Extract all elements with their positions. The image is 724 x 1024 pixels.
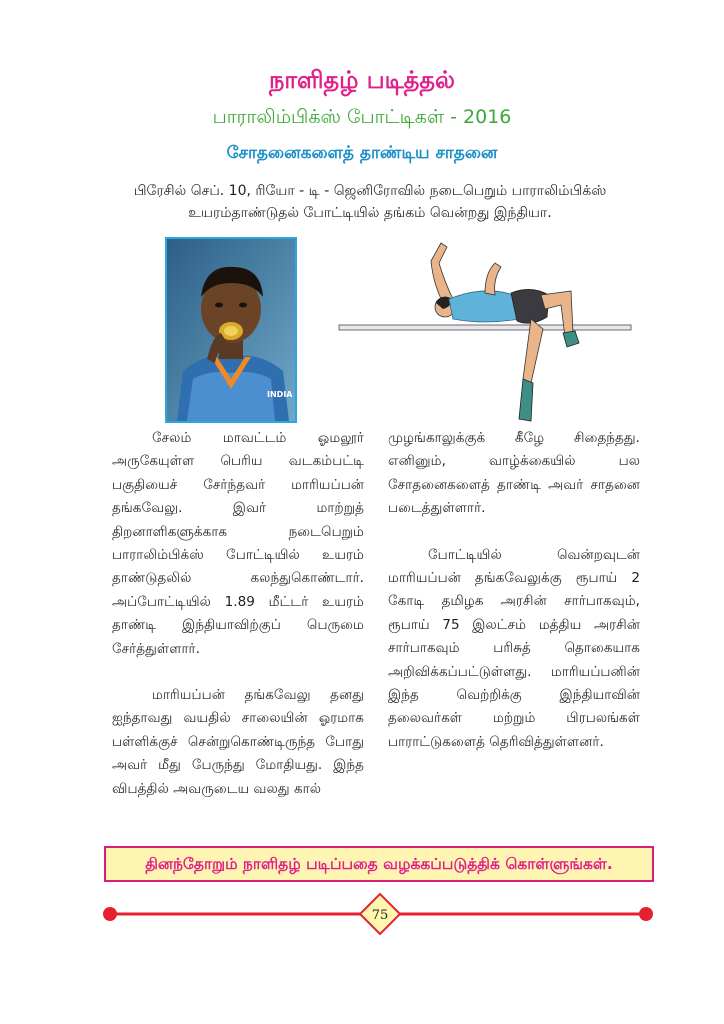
intro-line-2: உயரம்தாண்டுதல் போட்டியில் தங்கம் வென்றது இந்தியா. [188,205,552,221]
page-number: 75 [371,908,389,923]
article-column-right [388,427,640,754]
left-paragraph-1: சேலம் மாவட்டம் ஓமலூர் அருகேயுள்ள பெரிய வடகம்பட்டி பகுதியைச் சேர்ந்தவர் மாரியப்பன் தங்கவேலு. இவர் மாற்றுத் திறனாளிகளுக்காக நடைபெறும் பாராலிம்பிக்ஸ் போட்டியில் உயரம் தாண்டுதலில் கலந்துகொண்டார். அப்போட்டியில் 1.89 மீட்டர் உயரம் தாண்டி இந்தியாவிற்குப் பெருமை சேர்த்துள்ளார். [112,430,364,657]
jersey-text: INDIA [267,390,293,399]
page-footer [0,890,724,940]
intro-line-1: பிரேசில் செப். 10, ரியோ - டி - ஜெனிரோவில் நடைபெறும் பாராலிம்பிக்ஸ் [133,183,607,199]
article-column-left [112,427,364,801]
left-paragraph-2: மாரியப்பன் தங்கவேலு தனது ஐந்தாவது வயதில் சாலையின் ஓரமாக பள்ளிக்குச் சென்றுகொண்டிருந்த போது அவர் மீது பேருந்து மோதியது. இந்த விபத்தில் அவருடைய வலது கால் [112,687,364,797]
page-tagline: சோதனைகளைத் தாண்டிய சாதனை [226,143,498,163]
footer-dot-left [103,907,117,921]
right-paragraph-2: போட்டியில் வென்றவுடன் மாரியப்பன் தங்கவேலுக்கு ரூபாய் 2 கோடி தமிழக அரசின் சார்பாகவும், ரூபாய் 75 இலட்சம் மத்திய அரசின் சார்பாகவும் பரிசுத் தொகையாக அறிவிக்கப்பட்டுள்ளது. மாரியப்பனின் இந்த வெற்றிக்கு இந்தியாவின் தலைவர்கள் மற்றும் பிரபலங்கள் பாராட்டுகளைத் தெரிவித்துள்ளனர். [388,546,640,750]
right-paragraph-1: முழங்காலுக்குக் கீழே சிதைந்தது. எனினும், வாழ்க்கையில் பல சோதனைகளைத் தாண்டி அவர் சாதனை படைத்துள்ளார். [388,430,640,517]
high-jump-illustration [335,233,635,433]
reading-tip-banner: தினந்தோறும் நாளிதழ் படிப்பதை வழக்கப்படுத்திக் கொள்ளுங்கள். [104,846,654,882]
page-title: நாளிதழ் படித்தல் [269,66,455,94]
athlete-photo [165,237,297,423]
athlete-photo-illustration [167,239,295,421]
intro-text [100,180,640,224]
page-subtitle: பாராலிம்பிக்ஸ் போட்டிகள் - 2016 [212,106,512,128]
footer-dot-right [639,907,653,921]
